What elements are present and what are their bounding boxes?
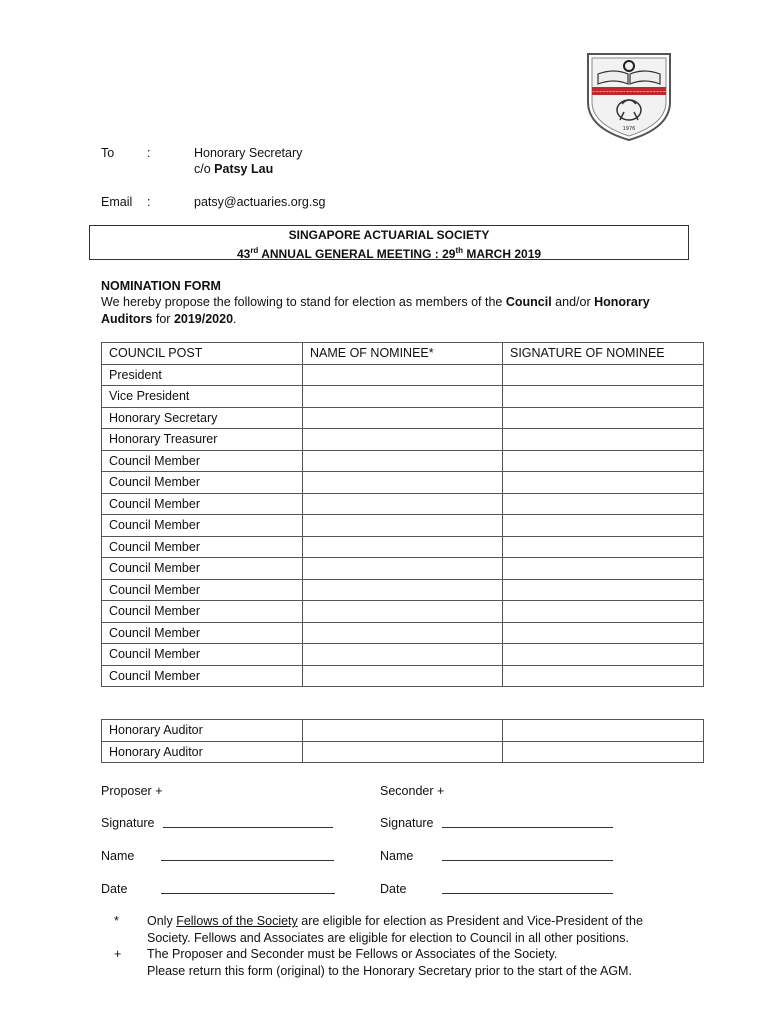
auditor-table xyxy=(101,719,704,763)
nominee-name-cell[interactable] xyxy=(303,558,503,580)
seconder-name-line[interactable] xyxy=(442,848,613,861)
post-cell: Council Member xyxy=(102,665,303,687)
society-name: SINGAPORE ACTUARIAL SOCIETY xyxy=(288,228,490,242)
note-1: Only Fellows of the Society are eligible for election as President and Vice-President of the Society. Fellows and Associates are eligible for election to Council in all other positions. xyxy=(147,914,643,945)
post-cell: President xyxy=(102,364,303,386)
table-row xyxy=(102,622,704,644)
table-row xyxy=(102,386,704,408)
proposer-signature-label: Signature xyxy=(101,816,155,830)
table-row xyxy=(102,472,704,494)
society-crest-icon xyxy=(584,50,674,142)
table-row xyxy=(102,741,704,763)
proposer-date-label: Date xyxy=(101,882,128,896)
nominee-name-cell[interactable] xyxy=(303,720,503,742)
nominee-signature-cell[interactable] xyxy=(503,665,704,687)
agm-title: 43rd ANNUAL GENERAL MEETING : 29th MARCH 2019 xyxy=(236,246,542,261)
meeting-header xyxy=(89,225,689,260)
nominee-name-cell[interactable] xyxy=(303,579,503,601)
post-cell: Council Member xyxy=(102,558,303,580)
table-row xyxy=(102,493,704,515)
post-cell: Council Member xyxy=(102,536,303,558)
nominee-signature-cell[interactable] xyxy=(503,364,704,386)
post-cell: Honorary Secretary xyxy=(102,407,303,429)
nominee-name-cell[interactable] xyxy=(303,450,503,472)
post-cell: Council Member xyxy=(102,579,303,601)
form-title: NOMINATION FORM xyxy=(101,279,221,293)
post-cell: Council Member xyxy=(102,644,303,666)
proposer-name-label: Name xyxy=(101,849,135,863)
post-cell: Council Member xyxy=(102,601,303,623)
nominee-name-cell[interactable] xyxy=(303,407,503,429)
table-header-row xyxy=(102,343,704,365)
nominee-name-cell[interactable] xyxy=(303,386,503,408)
seconder-name-label: Name xyxy=(380,849,414,863)
nominee-signature-cell[interactable] xyxy=(503,644,704,666)
nominee-name-cell[interactable] xyxy=(303,493,503,515)
contact-name: Patsy Lau xyxy=(214,162,274,176)
nominee-name-cell[interactable] xyxy=(303,601,503,623)
nominee-signature-cell[interactable] xyxy=(503,601,704,623)
nominee-signature-cell[interactable] xyxy=(503,493,704,515)
table-row xyxy=(102,558,704,580)
nominee-name-cell[interactable] xyxy=(303,364,503,386)
to-line2: c/o Patsy Lau xyxy=(194,162,274,176)
table-row xyxy=(102,720,704,742)
nominee-signature-cell[interactable] xyxy=(503,558,704,580)
header-nominee-signature: SIGNATURE OF NOMINEE xyxy=(503,343,704,365)
post-cell: Council Member xyxy=(102,472,303,494)
header-nominee-name: NAME OF NOMINEE* xyxy=(303,343,503,365)
email-colon: : xyxy=(147,195,151,209)
nominee-signature-cell[interactable] xyxy=(503,622,704,644)
nominee-signature-cell[interactable] xyxy=(503,450,704,472)
table-row xyxy=(102,407,704,429)
proposer-label: Proposer + xyxy=(101,784,163,798)
proposer-signature-line[interactable] xyxy=(163,815,333,828)
nominee-name-cell[interactable] xyxy=(303,622,503,644)
table-row xyxy=(102,644,704,666)
svg-text:~~~~~~~~~~~~~~~~~~~~~~~~: ~~~~~~~~~~~~~~~~~~~~~~~~ xyxy=(588,89,670,94)
proposer-name-line[interactable] xyxy=(161,848,334,861)
seconder-signature-line[interactable] xyxy=(442,815,613,828)
table-row xyxy=(102,579,704,601)
nominee-signature-cell[interactable] xyxy=(503,720,704,742)
council-table xyxy=(101,342,704,687)
nominee-signature-cell[interactable] xyxy=(503,536,704,558)
post-cell: Council Member xyxy=(102,622,303,644)
table-row xyxy=(102,364,704,386)
seconder-date-label: Date xyxy=(380,882,407,896)
nominee-signature-cell[interactable] xyxy=(503,407,704,429)
nominee-name-cell[interactable] xyxy=(303,536,503,558)
intro-line2: Auditors for 2019/2020. xyxy=(101,312,237,326)
nominee-signature-cell[interactable] xyxy=(503,472,704,494)
post-cell: Vice President xyxy=(102,386,303,408)
seconder-date-line[interactable] xyxy=(442,881,613,894)
nominee-signature-cell[interactable] xyxy=(503,579,704,601)
nominee-signature-cell[interactable] xyxy=(503,386,704,408)
table-row xyxy=(102,601,704,623)
table-row xyxy=(102,536,704,558)
nominee-name-cell[interactable] xyxy=(303,515,503,537)
note-2: The Proposer and Seconder must be Fellows or Associates of the Society. Please return this form (original) to the Honorary Secretary prior to the start of the AGM. xyxy=(147,947,632,978)
to-line1: Honorary Secretary xyxy=(194,146,303,160)
nominee-name-cell[interactable] xyxy=(303,472,503,494)
nominee-signature-cell[interactable] xyxy=(503,429,704,451)
logo-year: 1976 xyxy=(622,126,636,132)
table-row xyxy=(102,429,704,451)
to-colon: : xyxy=(147,146,151,160)
note-plus-marker: + xyxy=(114,947,122,961)
to-label: To xyxy=(101,146,115,160)
nominee-signature-cell[interactable] xyxy=(503,515,704,537)
post-cell: Honorary Auditor xyxy=(102,741,303,763)
seconder-label: Seconder + xyxy=(380,784,445,798)
nominee-signature-cell[interactable] xyxy=(503,741,704,763)
email-value: patsy@actuaries.org.sg xyxy=(194,195,326,209)
post-cell: Honorary Auditor xyxy=(102,720,303,742)
post-cell: Council Member xyxy=(102,493,303,515)
note-star-marker: * xyxy=(114,914,119,928)
fellows-link: Fellows of the Society xyxy=(176,914,298,928)
header-council-post: COUNCIL POST xyxy=(102,343,303,365)
table-row xyxy=(102,515,704,537)
intro-line1: We hereby propose the following to stand for election as members of the Council and/or Honorary xyxy=(101,295,650,309)
post-cell: Council Member xyxy=(102,450,303,472)
post-cell: Honorary Treasurer xyxy=(102,429,303,451)
proposer-date-line[interactable] xyxy=(161,881,335,894)
nominee-name-cell[interactable] xyxy=(303,741,503,763)
table-row xyxy=(102,450,704,472)
table-row xyxy=(102,665,704,687)
nominee-name-cell[interactable] xyxy=(303,644,503,666)
nominee-name-cell[interactable] xyxy=(303,665,503,687)
nominee-name-cell[interactable] xyxy=(303,429,503,451)
post-cell: Council Member xyxy=(102,515,303,537)
email-label: Email xyxy=(101,195,133,209)
seconder-signature-label: Signature xyxy=(380,816,434,830)
